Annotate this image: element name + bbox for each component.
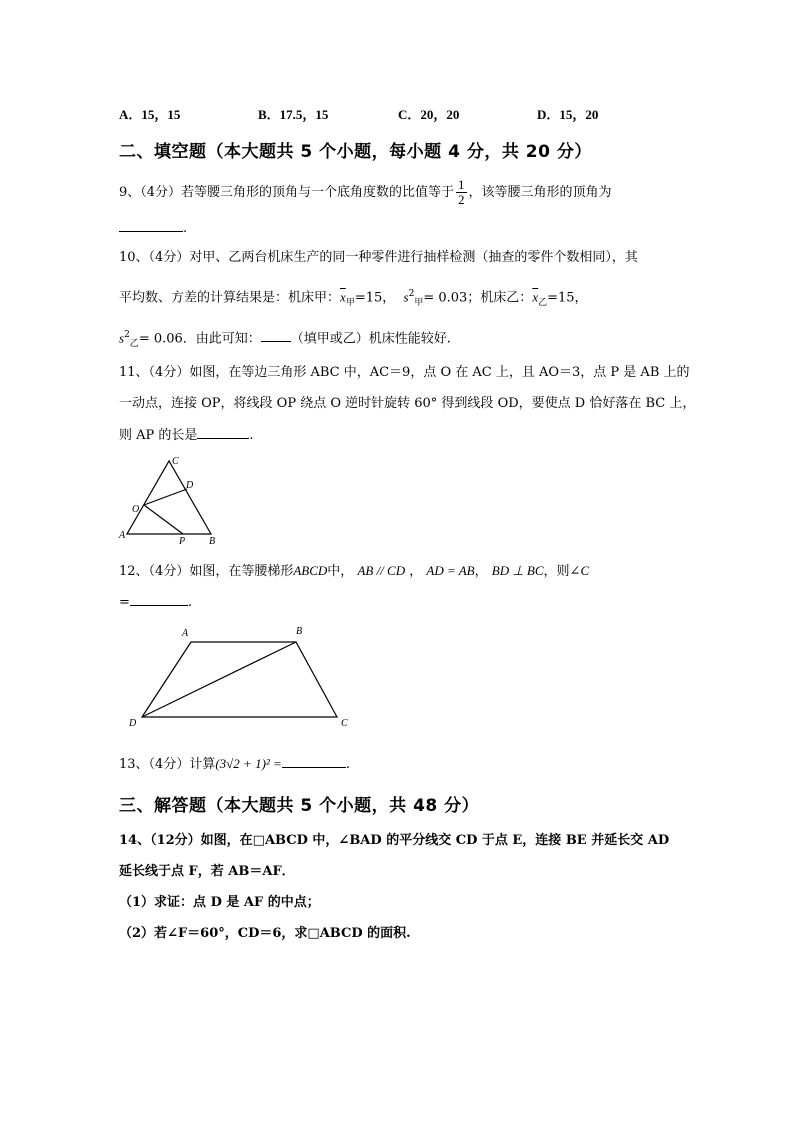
q11-line1: 11、（4分）如图，在等边三角形 ABC 中，AC＝9，点 O 在 AC 上，且 AO＝3，点 P 是 AB 上的 (119, 365, 690, 380)
q14-part2: （2）若∠F＝60°，CD＝6，求□ABCD 的面积. (119, 926, 411, 941)
q9-answer-blank[interactable] (119, 219, 183, 232)
label-c: C (341, 718, 348, 729)
q10-line3: $s^2_乙= 0.06$．由此可知： （填甲或乙）机床性能较好. (119, 330, 451, 349)
segment-od (144, 489, 187, 505)
q10-s-yi-sub: 乙 (129, 338, 139, 349)
q14-line2: 延长线于点 F，若 AB＝AF． (119, 864, 295, 879)
q10-s-yi: s (119, 330, 125, 346)
q11-end: . (249, 428, 254, 443)
q12-cond2: AD = AB (426, 563, 475, 578)
q10-line3-text: （填甲或乙）机床性能较好. (290, 331, 451, 347)
label-a: A (119, 530, 126, 541)
q14-line1: 14、（12分）如图，在□ABCD 中，∠BAD 的平分线交 CD 于点 E，连接 BE 并延长交 AD (119, 833, 670, 848)
q10-s-jia: s (403, 289, 409, 305)
section3-title: 三、解答题（本大题共 5 个小题，共 48 分） (119, 796, 480, 816)
q11-line2: 一动点，连接 OP，将线段 OP 绕点 O 逆时针旋转 60° 得到线段 OD，要使点 D 恰好落在 BC 上， (119, 396, 696, 411)
q11-line3-text: 则 AP 的长是 (119, 428, 198, 443)
q10-line1: 10、（4分）对甲、乙两台机床生产的同一种零件进行抽样检测（抽查的零件个数相同），其 (119, 250, 638, 265)
q12-text-a: 12、（4分）如图，在等腰梯形 (119, 564, 294, 579)
q10-x-yi-sub: 乙 (538, 297, 548, 308)
q10-s-jia-sub: 甲 (414, 297, 424, 308)
label-b: B (209, 536, 216, 547)
option-c: C．20，20 (398, 107, 460, 122)
label-c: C (172, 456, 179, 467)
q13-expression: (3√2 + 1)² = (215, 756, 282, 771)
q12-line1: 12、（4分）如图，在等腰梯形ABCD中， AB // CD ， AD = AB， BD ⊥ BC，则∠C (119, 563, 590, 579)
option-d: D．15，20 (537, 107, 599, 122)
q9-frac-den: 2 (458, 192, 465, 207)
q11-answer-blank[interactable] (197, 426, 249, 439)
figure-12-trapezoid (125, 620, 355, 732)
label-d: D (129, 718, 137, 729)
q12-angle: C (580, 563, 590, 578)
q12-cond1: AB // CD (357, 563, 406, 578)
label-b: B (296, 626, 303, 637)
q12-text-b: 中， (327, 564, 354, 579)
q12-text-c: ，则∠ (543, 564, 581, 579)
figure-11-triangle (115, 452, 225, 547)
q12-line2: = . (119, 595, 193, 610)
q10-x-jia-sub: 甲 (345, 297, 355, 308)
q12-cond3: BD ⊥ BC (491, 563, 544, 578)
q9-frac-num: 1 (458, 177, 465, 192)
q10-s-yi-eq: = 0.06．由此可知： (138, 331, 261, 347)
label-o: O (132, 504, 140, 515)
trapezoid-abcd (142, 642, 337, 717)
q9-suffix: ，该等腰三角形的顶角为 (468, 185, 612, 200)
label-d: D (186, 480, 194, 491)
segment-op (144, 505, 183, 534)
q10-answer-blank[interactable] (261, 329, 291, 342)
q9-fraction (456, 178, 467, 207)
q10-line2: 平均数、方差的计算结果是：机床甲：$\overline{x}_甲=15$， $s^2_甲= 0.03$；机床乙：$\overline{x}_乙=15$， (119, 289, 588, 308)
diagonal-bd (142, 642, 296, 717)
q14-part1: （1）求证：点 D 是 AF 的中点； (119, 895, 320, 910)
section2-title: 二、填空题（本大题共 5 个小题，每小题 4 分，共 20 分） (119, 142, 592, 162)
q13-prefix: 13、（4分）计算 (119, 757, 216, 772)
option-b: B．17.5，15 (258, 107, 329, 122)
option-a: A．15，15 (119, 107, 181, 122)
q10-eq2: =15， (547, 290, 588, 306)
q12-answer-blank[interactable] (130, 593, 188, 606)
q13-answer-blank[interactable] (282, 755, 346, 768)
q12-equals: = (119, 595, 130, 610)
q10-line2-text: 平均数、方差的计算结果是：机床甲： (119, 290, 341, 306)
q13-end: . (345, 757, 350, 772)
label-a: A (182, 628, 189, 639)
q10-x-jia: $\overline{x}$ (340, 289, 346, 305)
q9-prefix: 9、（4分）若等腰三角形的顶角与一个底角度数的比值等于 (119, 185, 455, 200)
q10-x-yi: $\overline{x}$ (532, 289, 539, 305)
q11-line3 (119, 426, 254, 445)
q10-s-jia-eq: = 0.03；机床乙： (423, 290, 533, 306)
q9-end: . (183, 221, 188, 236)
question-9 (119, 178, 612, 207)
q9-answer-line (119, 219, 187, 238)
q12-abcd: ABCD (293, 563, 328, 578)
q10-eq1: =15， (354, 290, 396, 306)
label-p: P (179, 536, 186, 547)
question-13 (119, 755, 350, 774)
